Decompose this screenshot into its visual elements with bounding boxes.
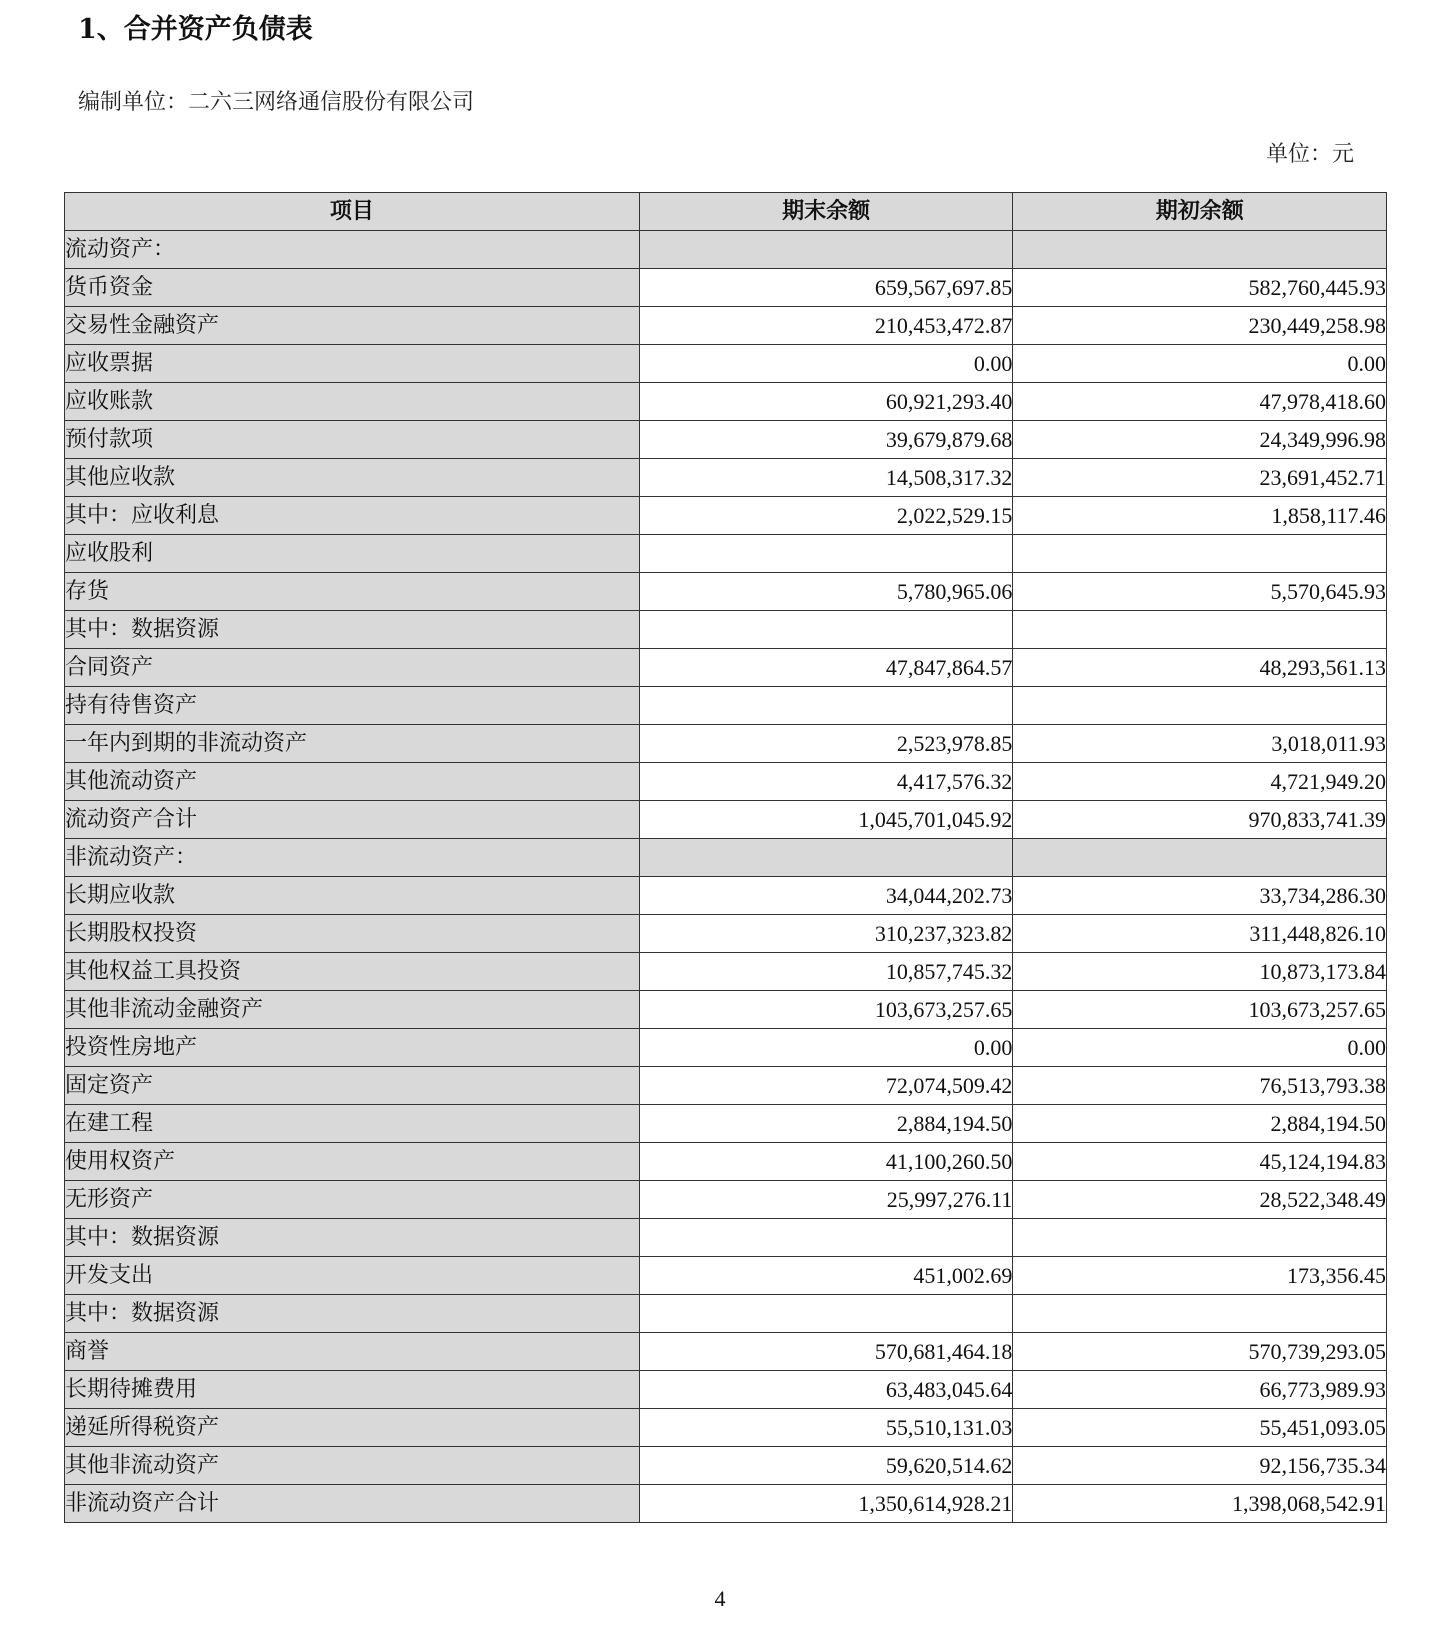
row-period-end-value: 0.00 <box>639 345 1013 383</box>
table-row <box>65 1371 1387 1409</box>
row-period-begin-value: 28,522,348.49 <box>1013 1181 1387 1219</box>
row-item-label: 其他流动资产 <box>65 763 640 801</box>
row-period-end-value: 55,510,131.03 <box>639 1409 1013 1447</box>
table-row <box>65 687 1387 725</box>
table-row <box>65 1067 1387 1105</box>
table-row <box>65 611 1387 649</box>
row-item-label: 其中：数据资源 <box>65 1295 640 1333</box>
row-period-begin-value <box>1013 611 1387 649</box>
row-item-label: 固定资产 <box>65 1067 640 1105</box>
row-period-end-value: 2,022,529.15 <box>639 497 1013 535</box>
row-period-end-value: 4,417,576.32 <box>639 763 1013 801</box>
row-item-label: 投资性房地产 <box>65 1029 640 1067</box>
row-item-label: 货币资金 <box>65 269 640 307</box>
row-item-label: 其中：应收利息 <box>65 497 640 535</box>
row-period-end-value: 1,350,614,928.21 <box>639 1485 1013 1523</box>
row-period-begin-value: 76,513,793.38 <box>1013 1067 1387 1105</box>
table-row <box>65 991 1387 1029</box>
row-item-label: 长期应收款 <box>65 877 640 915</box>
row-period-end-value <box>639 687 1013 725</box>
row-period-end-value: 63,483,045.64 <box>639 1371 1013 1409</box>
table-row <box>65 1447 1387 1485</box>
page-title: 1、合并资产负债表 <box>78 14 313 45</box>
table-row <box>65 877 1387 915</box>
table-row <box>65 953 1387 991</box>
table-row <box>65 345 1387 383</box>
row-period-begin-value <box>1013 231 1387 269</box>
table-row <box>65 307 1387 345</box>
row-period-begin-value: 230,449,258.98 <box>1013 307 1387 345</box>
row-item-label: 开发支出 <box>65 1257 640 1295</box>
row-period-end-value: 39,679,879.68 <box>639 421 1013 459</box>
row-item-label: 应收票据 <box>65 345 640 383</box>
row-period-end-value: 72,074,509.42 <box>639 1067 1013 1105</box>
row-period-begin-value: 4,721,949.20 <box>1013 763 1387 801</box>
row-period-begin-value: 55,451,093.05 <box>1013 1409 1387 1447</box>
row-period-end-value <box>639 1219 1013 1257</box>
row-period-end-value: 103,673,257.65 <box>639 991 1013 1029</box>
row-period-begin-value: 45,124,194.83 <box>1013 1143 1387 1181</box>
preparer-line: 编制单位：二六三网络通信股份有限公司 <box>78 90 475 115</box>
row-period-begin-value <box>1013 687 1387 725</box>
balance-sheet-table <box>64 192 1387 1523</box>
row-period-begin-value: 0.00 <box>1013 345 1387 383</box>
row-period-end-value: 310,237,323.82 <box>639 915 1013 953</box>
row-period-end-value: 10,857,745.32 <box>639 953 1013 991</box>
table-row <box>65 763 1387 801</box>
row-item-label: 在建工程 <box>65 1105 640 1143</box>
row-period-begin-value: 570,739,293.05 <box>1013 1333 1387 1371</box>
row-item-label: 交易性金融资产 <box>65 307 640 345</box>
table-row <box>65 573 1387 611</box>
row-period-begin-value: 173,356.45 <box>1013 1257 1387 1295</box>
row-item-label: 流动资产合计 <box>65 801 640 839</box>
table-row <box>65 1295 1387 1333</box>
row-period-end-value: 1,045,701,045.92 <box>639 801 1013 839</box>
row-period-end-value: 34,044,202.73 <box>639 877 1013 915</box>
row-period-end-value: 659,567,697.85 <box>639 269 1013 307</box>
row-period-begin-value: 10,873,173.84 <box>1013 953 1387 991</box>
table-row <box>65 1105 1387 1143</box>
row-period-begin-value: 0.00 <box>1013 1029 1387 1067</box>
table-header-row <box>65 193 1387 231</box>
header-item: 项目 <box>65 193 640 231</box>
row-period-begin-value: 92,156,735.34 <box>1013 1447 1387 1485</box>
table-row <box>65 383 1387 421</box>
row-period-begin-value: 33,734,286.30 <box>1013 877 1387 915</box>
row-period-begin-value <box>1013 1219 1387 1257</box>
row-period-end-value: 14,508,317.32 <box>639 459 1013 497</box>
row-period-begin-value: 24,349,996.98 <box>1013 421 1387 459</box>
row-period-begin-value: 1,858,117.46 <box>1013 497 1387 535</box>
row-item-label: 无形资产 <box>65 1181 640 1219</box>
table-row <box>65 231 1387 269</box>
row-item-label: 非流动资产合计 <box>65 1485 640 1523</box>
table-body <box>65 231 1387 1523</box>
row-period-end-value <box>639 839 1013 877</box>
row-item-label: 非流动资产： <box>65 839 640 877</box>
row-item-label: 递延所得税资产 <box>65 1409 640 1447</box>
table-row <box>65 1409 1387 1447</box>
table-row <box>65 497 1387 535</box>
table-row <box>65 421 1387 459</box>
table-row <box>65 839 1387 877</box>
row-period-begin-value: 3,018,011.93 <box>1013 725 1387 763</box>
row-period-begin-value: 582,760,445.93 <box>1013 269 1387 307</box>
table-row <box>65 1333 1387 1371</box>
row-period-begin-value: 103,673,257.65 <box>1013 991 1387 1029</box>
row-item-label: 商誉 <box>65 1333 640 1371</box>
table-row <box>65 915 1387 953</box>
table-row <box>65 1029 1387 1067</box>
table-row <box>65 535 1387 573</box>
table-row <box>65 1257 1387 1295</box>
table-row <box>65 269 1387 307</box>
row-period-end-value: 2,523,978.85 <box>639 725 1013 763</box>
row-period-begin-value <box>1013 1295 1387 1333</box>
row-period-end-value <box>639 535 1013 573</box>
row-item-label: 合同资产 <box>65 649 640 687</box>
row-item-label: 其他非流动金融资产 <box>65 991 640 1029</box>
row-period-begin-value: 48,293,561.13 <box>1013 649 1387 687</box>
row-item-label: 其中：数据资源 <box>65 1219 640 1257</box>
row-item-label: 持有待售资产 <box>65 687 640 725</box>
row-period-end-value <box>639 611 1013 649</box>
table-row <box>65 1219 1387 1257</box>
row-period-begin-value: 1,398,068,542.91 <box>1013 1485 1387 1523</box>
row-item-label: 使用权资产 <box>65 1143 640 1181</box>
row-period-begin-value: 970,833,741.39 <box>1013 801 1387 839</box>
unit-label: 单位：元 <box>1265 142 1354 167</box>
row-period-begin-value: 66,773,989.93 <box>1013 1371 1387 1409</box>
row-period-end-value: 451,002.69 <box>639 1257 1013 1295</box>
row-period-end-value: 59,620,514.62 <box>639 1447 1013 1485</box>
row-period-begin-value: 23,691,452.71 <box>1013 459 1387 497</box>
row-period-end-value: 570,681,464.18 <box>639 1333 1013 1371</box>
row-item-label: 预付款项 <box>65 421 640 459</box>
row-item-label: 其他非流动资产 <box>65 1447 640 1485</box>
row-period-begin-value: 5,570,645.93 <box>1013 573 1387 611</box>
table-row <box>65 649 1387 687</box>
row-item-label: 流动资产： <box>65 231 640 269</box>
row-item-label: 其他权益工具投资 <box>65 953 640 991</box>
table-row <box>65 1485 1387 1523</box>
row-item-label: 一年内到期的非流动资产 <box>65 725 640 763</box>
row-period-end-value: 5,780,965.06 <box>639 573 1013 611</box>
row-period-end-value <box>639 1295 1013 1333</box>
table-row <box>65 459 1387 497</box>
row-period-end-value: 0.00 <box>639 1029 1013 1067</box>
header-period-end: 期末余额 <box>639 193 1013 231</box>
table-row <box>65 801 1387 839</box>
row-item-label: 存货 <box>65 573 640 611</box>
row-item-label: 应收股利 <box>65 535 640 573</box>
row-period-begin-value: 311,448,826.10 <box>1013 915 1387 953</box>
table-row <box>65 1181 1387 1219</box>
row-period-begin-value: 47,978,418.60 <box>1013 383 1387 421</box>
row-item-label: 其他应收款 <box>65 459 640 497</box>
row-period-end-value: 41,100,260.50 <box>639 1143 1013 1181</box>
row-period-end-value: 60,921,293.40 <box>639 383 1013 421</box>
row-period-end-value: 25,997,276.11 <box>639 1181 1013 1219</box>
row-item-label: 其中：数据资源 <box>65 611 640 649</box>
row-period-end-value: 2,884,194.50 <box>639 1105 1013 1143</box>
row-period-end-value: 47,847,864.57 <box>639 649 1013 687</box>
row-item-label: 长期股权投资 <box>65 915 640 953</box>
row-period-end-value: 210,453,472.87 <box>639 307 1013 345</box>
row-item-label: 长期待摊费用 <box>65 1371 640 1409</box>
page-number: 4 <box>714 1586 726 1611</box>
row-period-begin-value <box>1013 535 1387 573</box>
table-row <box>65 1143 1387 1181</box>
table-row <box>65 725 1387 763</box>
row-item-label: 应收账款 <box>65 383 640 421</box>
row-period-end-value <box>639 231 1013 269</box>
row-period-begin-value: 2,884,194.50 <box>1013 1105 1387 1143</box>
header-period-begin: 期初余额 <box>1013 193 1387 231</box>
row-period-begin-value <box>1013 839 1387 877</box>
